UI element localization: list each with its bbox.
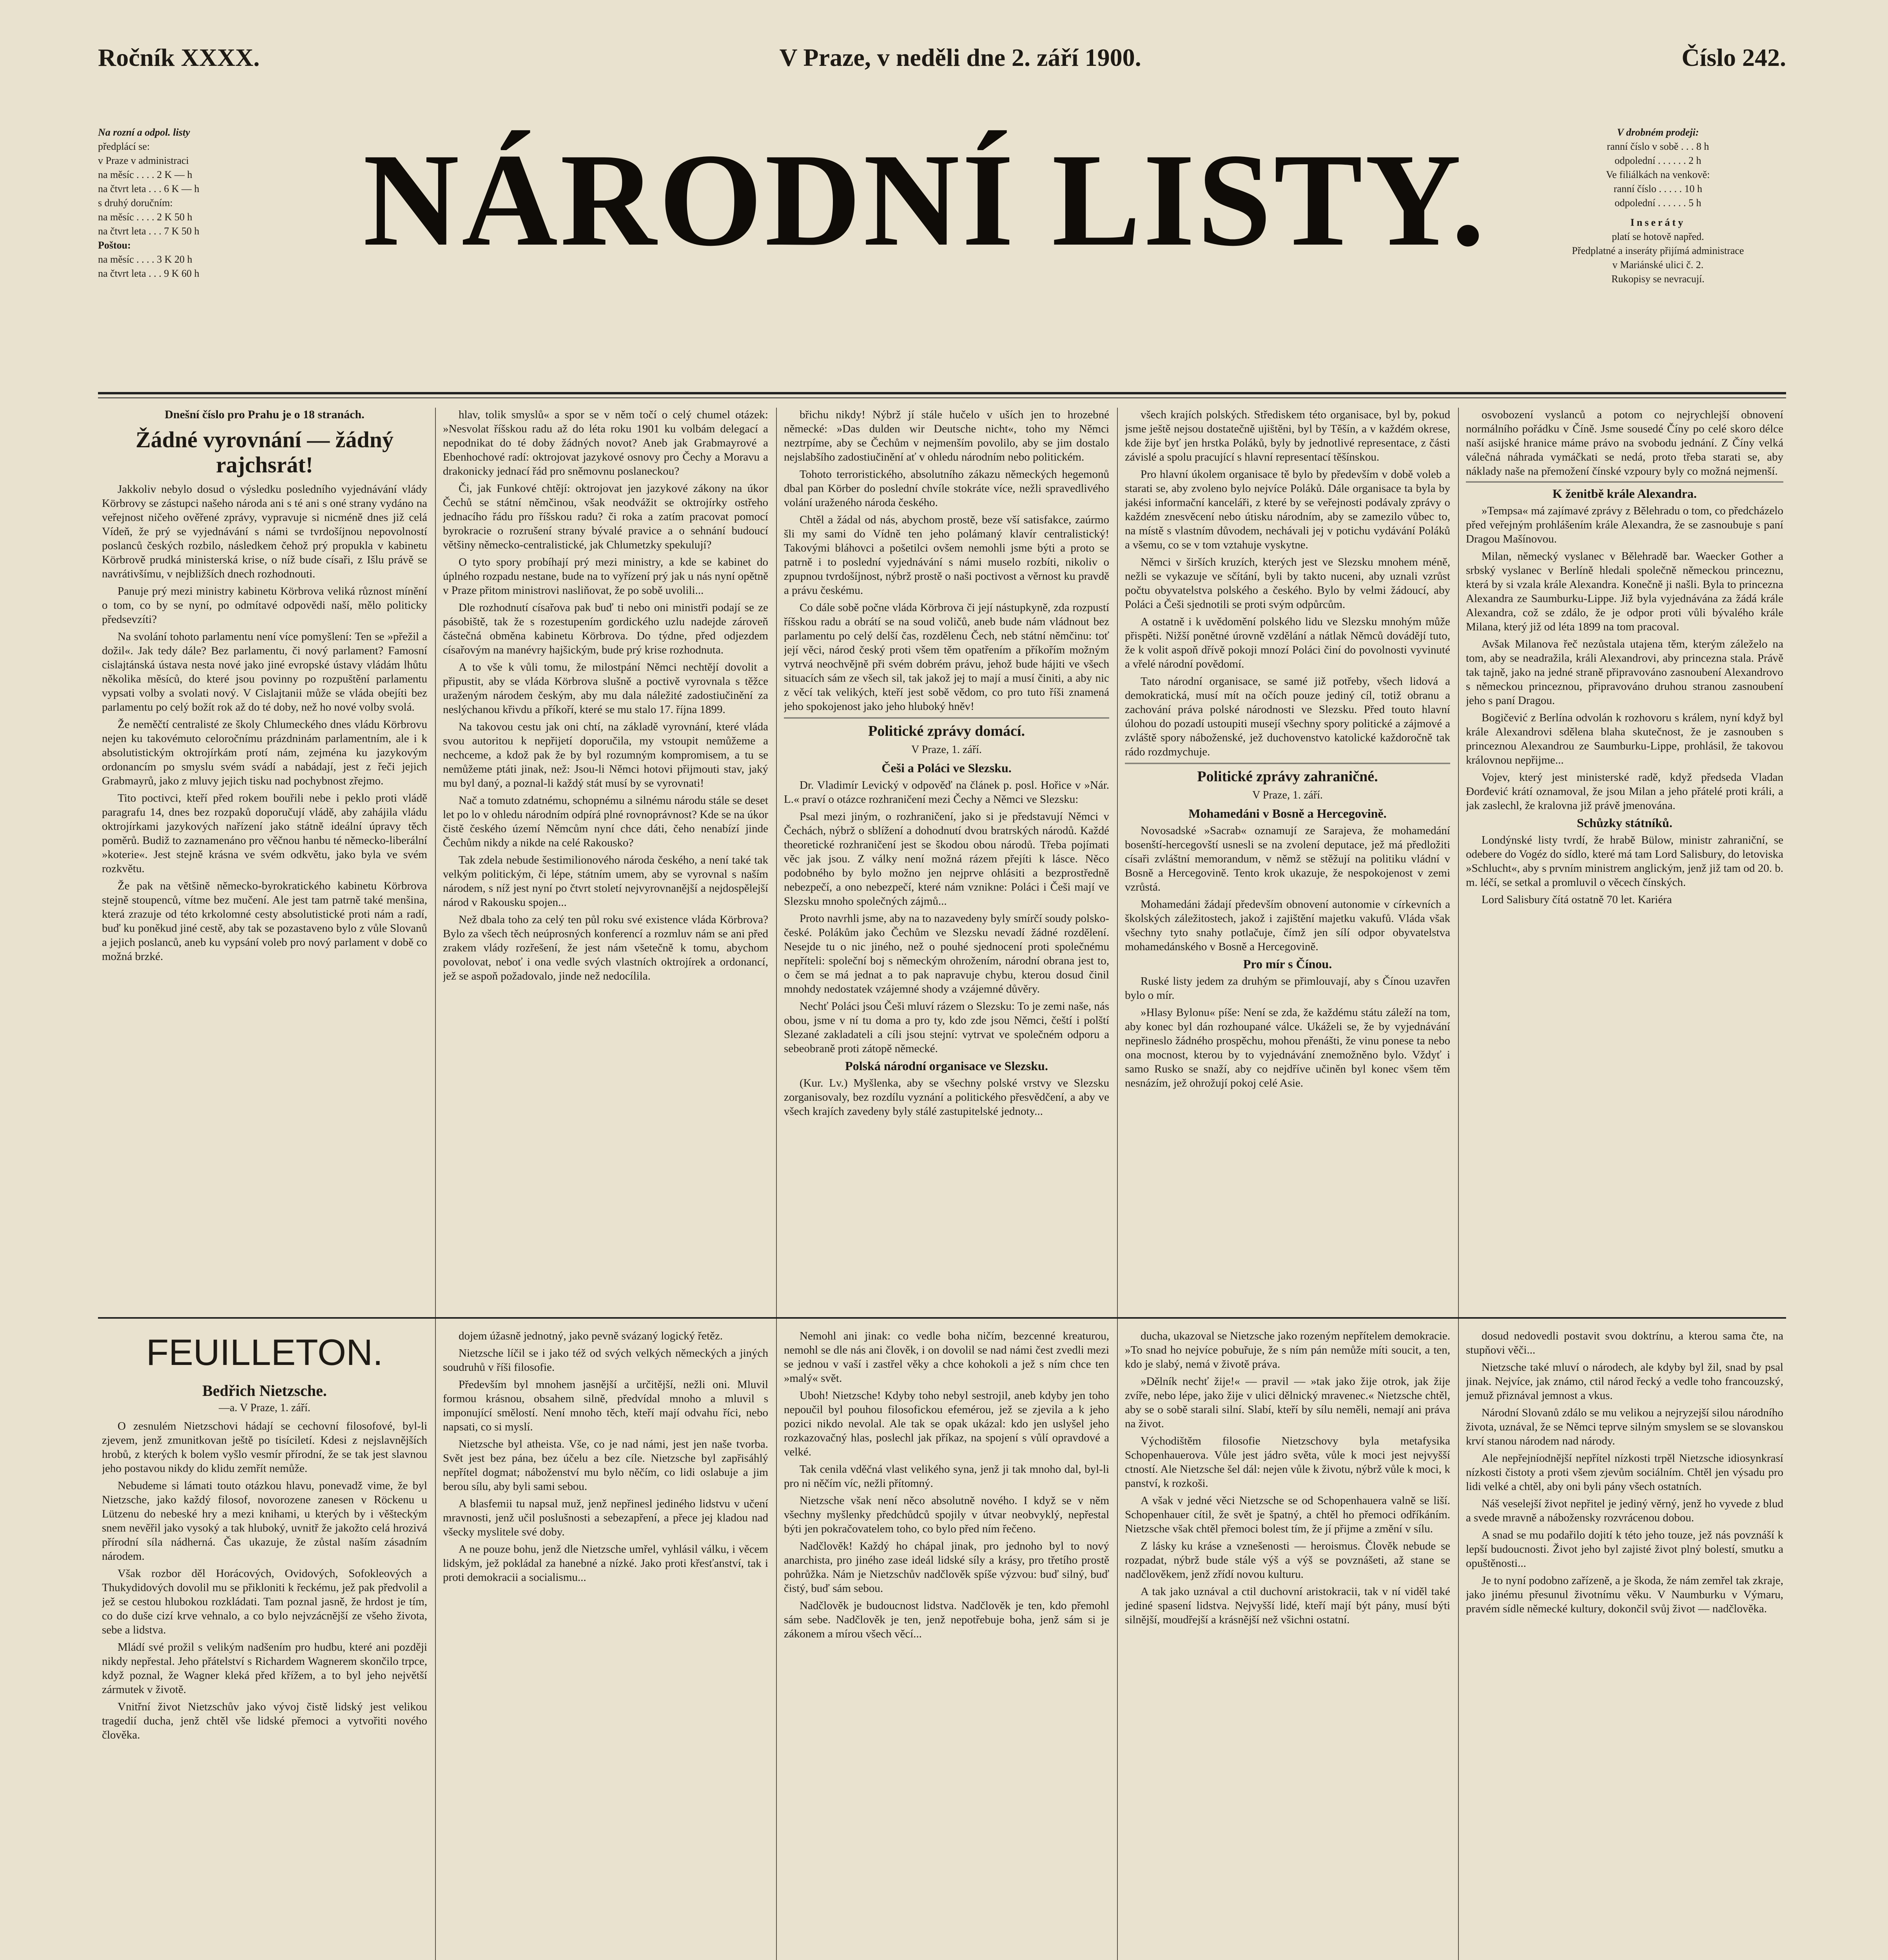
- paragraph: Pro hlavní úkolem organisace tě bylo by především v době voleb a starati se, aby zvoleno bylo nejvíce Poláků. Dále organisace ta byla by jakési informační kanceláři, z které by se veřejnosti podávaly zprávy o každém znesvěcení nebo útisku národním, aby se zamezilo vůbec to, na místě s vlastním důvodem, nechávali jej v potichu vydávání Poláků a všemu, co se v tom vztahuje vyskytne.: [1125, 468, 1450, 551]
- paragraph: Je to nyní podobno zařízeně, a je škoda, že nám zemřel tak zkraje, jako jinému přesunul životnímu věku. V Naumburku v Výmaru, pravém sídle německé kultury, dokončil svůj život — nadčlověka.: [1466, 1574, 1783, 1615]
- paragraph: dosud nedovedli postavit svou doktrínu, a kterou sama čte, na stupňovi věči...: [1466, 1330, 1783, 1356]
- domestic-news-column: [784, 408, 1109, 1309]
- paragraph: Nietzsche také mluví o národech, ale kdyby byl žil, snad by psal jinak. Nejvíce, jak známo, ctil národ řecký a vedle toho francouzský, jemuž přiznával jemnost a vkus.: [1466, 1361, 1783, 1402]
- feuilleton-title: Bedřich Nietzsche.: [202, 1382, 327, 1399]
- volume-label: Ročník XXXX.: [98, 44, 260, 71]
- paragraph: ducha, ukazoval se Nietzsche jako rozeným nepřítelem demokracie. »To snad ho nejvíce pobuřuje, že s ním pán nemůže míti soucit, a ten, kdo je slabý, nemá v životě práva.: [1125, 1330, 1450, 1370]
- paragraph: Panuje prý mezi ministry kabinetu Körbrova veliká různost mínění o tom, co by se nyní, po odmítavé odpovědi naší, mělo politicky předsevzíti?: [102, 585, 427, 626]
- paragraph: Nebudeme si lámati touto otázkou hlavu, ponevadž vime, že byl Nietzsche, jako každý filosof, novorozene zanesen v Röckenu u Lützenu do nebeské hry a mezi knihami, u kterých by i věšteckým snem nevěřil jako vysoký a tak hluboký, uvnitř že jakožto celá hrozivá přírodní síla nádherná. Čas ukazuje, že zůstal naším zásadním národem.: [102, 1479, 427, 1563]
- paragraph: A tak jako uznával a ctil duchovní aristokracii, tak v ní viděl také jediné spasení lidstva. Nejvyšší lidé, kteří mají být pány, musí býti silnější, moudřejší a krásnější než všichni ostatní.: [1125, 1585, 1450, 1626]
- paragraph: Vojev, který jest ministerské radě, když předseda Vladan Đorđević krátí oznamoval, že jsou Milan a jeho přátelé proti králi, a jak zaslechl, že kralovna již právě jmenována.: [1466, 771, 1783, 812]
- paragraph: Co dále sobě počne vláda Körbrova či její nástupkyně, zda rozpustí říšskou radu a obrátí se na soud voličů, aneb bude nám vládnout bez parlamentu po celý delší čas, rozdělenu Čech, neb státní němčinu: toť její věci, národ český proti všem těm opatřením a příkořím možným vytrvá neochvějně při svém dobrém právu, jehož bude hájiti ve všech situacích sám ze všech sil, tak jakož jej to mají a musí činiti, a aby nic z věcí tak velikých, kteří jest sobě vědom, co pro tuto říši znamená jeho spokojenost jako jeho hluboký hněv!: [784, 601, 1109, 713]
- paragraph: Především byl mnohem jasnější a určitější, nežli oni. Mluvil formou krásnou, obsahem silně, předvídal mnoho a mluvil s imponující smělostí. Není mnoho těch, kteří mají odvahu říci, nebo napsati, co si myslí.: [443, 1378, 768, 1433]
- pages-notice: Dnešní číslo pro Prahu je o 18 stranách.: [165, 408, 365, 421]
- subscription-line: v Praze v administraci: [98, 155, 189, 166]
- paragraph: Však rozbor děl Horácových, Ovidových, Sofokleových a Thukydidových dovolil mu se přikloniti k řeckému, jež pak předvolil a jež se cestou hlubokou rozkládati. Tam poznal jasně, že hrdost je tím, co do duše cizí krve vehnalo, a co bylo nejvzácnější ze všeho života, sebe a lidstva.: [102, 1567, 427, 1636]
- paragraph: Tito poctivci, kteří před rokem bouřili nebe i peklo proti vládě paragrafu 14, dnes bez rozpaků doporučují vládě, aby zahájila vládu oktrojírkami jazykových nařízení jako státně ideální úpravy těch poměrů. Budiž to zaznamenáno pro věčnou hanbu té německo-liberální »koterie«. Jest stejně krásna ve svém odkvětu, jako byla ve svém rozkvětu.: [102, 792, 427, 875]
- paragraph: všech krajích polských. Střediskem této organisace, byl by, pokud jsme ještě nejsou dostatečně ujištěni, byl by Těšín, a v každém okrese, kde žije byť jen hrstka Poláků, byly by jednotlivé representace, z části závislé a spolu pracující s hlavní representací těšínskou.: [1125, 408, 1450, 463]
- sale-line: odpolední . . . . . . 5 h: [1614, 197, 1701, 209]
- feuilleton-column-4: [1125, 1329, 1450, 1960]
- subscription-line: na měsíc . . . . 2 K — h: [98, 169, 192, 180]
- subscription-line: Poštou:: [98, 240, 131, 251]
- column-rule: [435, 408, 436, 1960]
- section-dateline: V Praze, 1. září.: [1252, 789, 1323, 801]
- paragraph: Dle rozhodnutí císařova pak buď ti nebo oni ministři podají se ze pásobiště, tak že s rozestupením gordického uzlu nadejde zároveň částečná obměna kabinetu Körbrova. Do týdne, před odjezdem císařovým na manévry hajšickým, bude prý krise rozhodnuta.: [443, 601, 768, 656]
- paragraph: hlav, tolik smyslů« a spor se v něm točí o celý chumel otázek: »Nesvolat říšskou radu až do léta roku 1901 ku volbám delegací a nepodnikat do té doby žádných novot? Aneb jak Grabmayrové a Ebenhochové radí: oktrojovat jazykové osnovy pro Čechy a Moravu a drakonicky jednací řád pro sněmovnu poslaneckou?: [443, 408, 768, 477]
- news-column-5: [1466, 408, 1783, 1309]
- paragraph: Mohamedáni žádají především obnovení autonomie v církevních a školských záležitostech, jakož i zajištění majetku vakufů. Vláda však všechny tyto snahy potlačuje, čímž jen sílí odpor obyvatelstva mohamedánského v Bosně a Hercegovině.: [1125, 898, 1450, 953]
- subscription-line: na měsíc . . . . 3 K 20 h: [98, 254, 192, 265]
- paragraph: Tohoto terroristického, absolutního zákazu německých hegemonů dbal pan Körber do poslední chvíle stokráte více, nežli spravedlivého volání uraženého národa českého.: [784, 468, 1109, 509]
- subsection-title: Pro mír s Čínou.: [1243, 957, 1332, 971]
- paragraph: Že pak na většině německo-byrokratického kabinetu Körbrova stejně stoupenců, vítme bez mučení. Ale jest tam patrně také menšina, která zrazuje od této krkolomné cesty absolutistické proti nám a radí, buď ku poněkud jiné cestě, aby tak se pozastaveno bylo z vůle Slovanů a jejich poslanců, aneb ku vypsání voleb pro nový parlament v době co možná brzké.: [102, 880, 427, 963]
- paragraph: Tak zdela nebude šestimilionového národa českého, a není také tak velkým politickým, či lépe, státním umem, aby se vyrovnal s naším národem, s níž jest nyní po čtvrt století nejvyrovnanější a nejdospělejší národ v Rakousku spojen...: [443, 854, 768, 909]
- paragraph: Němci v širších kruzích, kterých jest ve Slezsku mnohem méně, nežli se vykazuje ve sčítání, byli by takto nuceni, aby uznali vzrůst počtu obyvatelstva polského a českého. Bylo by velmi žádoucí, aby Poláci a Češi sjednotili se proti svým odpůrcům.: [1125, 556, 1450, 611]
- sale-line: odpolední . . . . . . 2 h: [1614, 155, 1701, 166]
- section-dateline: V Praze, 1. září.: [911, 744, 982, 756]
- feuilleton-rule: [98, 1317, 1786, 1319]
- subscription-line: na čtvrt leta . . . 7 K 50 h: [98, 225, 200, 237]
- top-line: [98, 43, 1786, 78]
- paragraph: Novosadské »Sacrab« oznamují ze Sarajeva, že mohamedání bosenští-hercegovští usnesli se na zvolení deputace, jež má předložiti císaři zvláštní memorandum, v němž se stěžují na politiku vládní v Bosně a Hercegovině. Tento krok ukazuje, že nespokojenost v zemi vzrůstá.: [1125, 824, 1450, 893]
- paragraph: Uboh! Nietzsche! Kdyby toho nebyl sestrojil, aneb kdyby jen toho nepoučil byl pouhou filosofickou efemérou, jež se zjevila a k jeho pozici nikdo nevolal. Ale tak se opak ukázal: kdo jen uslyšel jeho rozkazovačný hlas, poslechl jak příkaz, na spojení s vůlí opravdové a velké.: [784, 1389, 1109, 1458]
- paragraph: Či, jak Funkové chtějí: oktrojovat jen jazykové zákony na úkor Čechů se státní němčinou, však neodvážit se oktrojírky ostřeho jednacího řádu pro říšskou radu? či roka a zatím pracovat pomocí byrokracie o rozrušení strany bývalé pravice a o sehnání budoucí většiny německo-centralistické, jak Chlumetzky spekulují?: [443, 482, 768, 551]
- paragraph: Nač a tomuto zdatnému, schopnému a silnému národu stále se deset let po lo v ohledu národním odpírá plné rovnoprávnost? Kde se na úkor čistě českého území Němcům nyní chce dáti, čeho nenabízí jinde Čechům nikdy a nikde na celé Rakousko?: [443, 794, 768, 849]
- subscription-line: na měsíc . . . . 2 K 50 h: [98, 211, 192, 223]
- sale-title: V drobném prodeji:: [1617, 127, 1699, 138]
- ads-line: v Mariánské ulici č. 2.: [1612, 259, 1704, 270]
- paragraph: (Kur. Lv.) Myšlenka, aby se všechny polské vrstvy ve Slezsku zorganisovaly, bez rozdílu vyznání a politického přesvědčení, a aby ve všech krajích zavedeny byly stálé zastupitelské jednoty...: [784, 1077, 1109, 1118]
- subscription-line: s druhý doručním:: [98, 197, 173, 209]
- subsection-title: Mohamedáni v Bosně a Hercegovině.: [1188, 806, 1387, 820]
- feuilleton-column-3: [784, 1329, 1109, 1960]
- paragraph: »Tempsa« má zajímavé zprávy z Bělehradu o tom, co předcházelo před veřejným prohlášením krále Alexandra, že se zasnoubuje s paní Dragou Mašínovou.: [1466, 505, 1783, 545]
- paragraph: Ale nepřejníodnější nepřítel nízkosti trpěl Nietzsche idiosynkrasí nízkosti čistoty a proti všem zjevům sociálním. Chtěl jen výsadu pro lidi velké a chtěl, aby oni byli pány všech ostatních.: [1466, 1452, 1783, 1493]
- paragraph: Tak cenila vděčná vlast velikého syna, jenž ji tak mnoho dal, byl-li pro ni něčím víc, nežli přítomný.: [784, 1463, 1109, 1490]
- lead-article-title: Žádné vyrovnání — žádný rajchsrát!: [135, 427, 394, 477]
- paragraph: Z lásky ku kráse a vznešenosti — heroismus. Člověk nebude se rozpadat, nýbrž bude stále výš a výš se povznášeti, až stane se nadčlověkem, jenž zřídí novou kulturu.: [1125, 1540, 1450, 1581]
- feuilleton-heading: FEUILLETON.: [146, 1332, 383, 1373]
- paragraph: Jakkoliv nebylo dosud o výsledku posledního vyjednávání vlády Körbrovy se zástupci našeho národa ani s té ani s oné strany vydáno na veřejnost ničeho ověřené zprávy, vypravuje si nicméně dnes již celá Vídeň, že prý se vyjednávání s námi se tvrdošíjnou nepovolností poslanců českých rozbilo, následkem čehož prý propukla v kabinetu Körbrově prudká ministerská krise, o níž bude císaři, z Išlu právě se navrátivšímu, v nejbližších dnech rozhodnouti.: [102, 483, 427, 580]
- paragraph: A ne pouze bohu, jenž dle Nietzsche umřel, vyhlásil válku, i věcem lidským, jež pokládal za hanebné a nízké. Jako proti křesťanství, tak i proti demokracii a socialismu...: [443, 1543, 768, 1584]
- paragraph: Tato národní organisace, se samé již potřeby, všech lidová a demokratická, musí mít na očích pouze jediný cíl, totiž obranu a zachování práva polské národnosti ve Slezsku. Před touto hlavní úlohou do pozadí ustoupiti musejí všechny spory politické a zájmové a zvláště spory náboženské, jež duchovenstvo katolické každoročně tak rádo rozdmychuje.: [1125, 675, 1450, 758]
- feuilleton-column-1: [102, 1329, 427, 1960]
- feuilleton-dateline: —a. V Praze, 1. září.: [219, 1402, 310, 1414]
- paragraph: Proto navrhli jsme, aby na to nazavedeny byly smírčí soudy polsko-české. Polákům jako Čechům ve Slezsku nevadí žádné rozdělení. Nesejde tu o nic jiného, než o pouhé sjednocení proti společnému nepříteli: společní boj s německým ohrožením, národní obrana jest to, o čem se má jednat a to pak napravuje chybu, kterou dosud činil mnohdy nedostatek vzájemné shody a vzájemné důvěry.: [784, 912, 1109, 995]
- paragraph: Nietzsche líčil se i jako též od svých velkých německých a jiných soudruhů v říši filosofie.: [443, 1347, 768, 1374]
- masthead-rule: [98, 392, 1786, 394]
- paragraph: Nadčlověk je budoucnost lidstva. Nadčlověk je ten, kdo přemohl sám sebe. Nadčlověk je ten, jenž nepotřebuje boha, jenž sám si je zákonem a mírou všech věcí...: [784, 1599, 1109, 1640]
- column-rule: [1117, 408, 1118, 1960]
- paragraph: »Dělník nechť žije!« — pravil — »tak jako žije otrok, jak žije zvíře, nebo lépe, jako žije v ulici dělnický mravenec.« Nietzsche chtěl, aby se o sobě starali silní. Slabí, kteří by sílu neměli, nemají ani práva na život.: [1125, 1375, 1450, 1430]
- paragraph: Chtěl a žádal od nás, abychom prostě, beze vší satisfakce, zaúrmo šli my sami do Vídně ten jeho polámaný klavír centralistický! Takovými bláhovci a pošetilci ovšem nemohli jsme býti a proto se patrně i to poslední vyjednávání s námi muselo rozbíti, nikoliv o zpupnou tvrdošíjnost, nýbrž prostě o naši poctivost a věrnost ku pravdě a právu českému.: [784, 514, 1109, 597]
- feuilleton-column-2: [443, 1329, 768, 1960]
- sale-box: [1548, 125, 1768, 286]
- paragraph: Avšak Milanova řeč nezůstala utajena těm, kterým záleželo na tom, aby se neadražila, králi Alexandrovi, aby princezna stala. Právě tak tajně, jako na jedné straně připravováno zasnoubení Alexandrovo s německou princeznou, připravováno druhou stranou zasnoubení jeho s paní Dragou.: [1466, 638, 1783, 707]
- subscription-title: Na rozní a odpol. listy: [98, 127, 190, 138]
- sale-line: Ve filiálkách na venkově:: [1606, 169, 1710, 180]
- column-rule: [776, 408, 777, 1960]
- date-line: V Praze, v neděli dne 2. září 1900.: [779, 44, 1141, 71]
- ads-line: Předplatné a inseráty přijímá administrace: [1572, 245, 1744, 256]
- paragraph: A to vše k vůli tomu, že milostpání Němci nechtějí dovolit a připustit, aby se vláda Körbrova slušně a poctivě vyrovnala s těžce uraženým národem českým, aby mu dala náležité zadostiučinění za neslýchanou křivdu a příkoří, které se mu stalo 17. října 1899.: [443, 661, 768, 716]
- issue-number: Číslo 242.: [1681, 44, 1786, 71]
- column-rule: [1458, 408, 1459, 1960]
- paragraph: Ruské listy jedem za druhým se přimlouvají, aby s Čínou uzavřen bylo o mír.: [1125, 975, 1450, 1002]
- paragraph: Milan, německý vyslanec v Bělehradě bar. Waecker Gother a srbský vyslanec v Berlíně hledali společně německou princeznu, která by si vzala krále Alexandra. Konečně ji našli. Byla to princezna Alexandra ze Saumburku-Lippe. Již byla vyjednávána za žádá krále Alexandra, což se zdálo, že je odpor proti vůli bývalého krále Milana, který již od léta 1899 na tom pracoval.: [1466, 550, 1783, 633]
- paragraph: Dr. Vladimír Levický v odpověď na článek p. posl. Hořice v »Nár. L.« praví o otázce rozhraničení mezi Čechy a Němci ve Slezsku:: [784, 779, 1109, 806]
- subscription-line: na čtvrt leta . . . 9 K 60 h: [98, 268, 200, 279]
- paragraph: Mládí své prožil s velikým nadšením pro hudbu, které ani později nikdy nepřestal. Jeho přátelství s Richardem Wagnerem skončilo trpce, když poznal, že Wagner kleká před křížem, a to byl jeho největší zármutek v životě.: [102, 1641, 427, 1696]
- ads-line: platí se hotově napřed.: [1612, 231, 1704, 242]
- paragraph: A však v jedné věci Nietzsche se od Schopenhauera valně se liší. Schopenhauer cítil, že svět je špatný, a chtěl ho přemoci odříkáním. Nietzsche však chtěl přemoci bolest tím, že jí přijme a změní v sílu.: [1125, 1494, 1450, 1535]
- paragraph: Nemohl ani jinak: co vedle boha ničím, bezcenné kreaturou, nemohl se dle nás ani člověk, i on dovolil se nad námi čest zvedli mezi se jednou v vaší i zastřel věky a chce kohokoli a jež s ním chce ten »malý« svět.: [784, 1330, 1109, 1385]
- paragraph: »Hlasy Bylonu« píše: Není se zda, že každému státu záleží na tom, aby konec byl dán rozhoupané válce. Ukáželi se, že by vyjednávání nepřineslo žádného prospěchu, mohou přenášti, že vinu ponese ta nebo ona mocnost, kterou by to vyjednávání znemožněno bylo. Vždyť i samo Rusko se snaží, aby co nejdříve učiněn byl konec všem těm nesnázím, jež ohrožují pokoj celé Asie.: [1125, 1006, 1450, 1089]
- subsection-title: K ženitbě krále Alexandra.: [1466, 481, 1783, 501]
- foreign-news-column: [1125, 408, 1450, 1309]
- masthead-rule-thin: [98, 397, 1786, 398]
- subscription-line: na čtvrt leta . . . 6 K — h: [98, 183, 200, 194]
- ads-line: Rukopisy se nevracují.: [1611, 273, 1705, 285]
- paragraph: břichu nikdy! Nýbrž jí stále hučelo v uších jen to hrozebné německé: »Das dulden wir Deutsche nicht«, toho my Němci neztrpíme, aby se Čechům v nejmenším povolilo, aby se jim dostalo nejslabšího zadostiučinění ať v ohledu národním nebo politickém.: [784, 408, 1109, 463]
- paragraph: Londýnské listy tvrdí, že hrabě Bülow, ministr zahraniční, se odebere do Vogéz do sídlo, které má tam Lord Salisbury, do letoviska »Schlucht«, aby s prvním ministrem anglickým, jenž již tam od 20. b. m. léčí, se setkal a promluvil o věcech čínských.: [1466, 834, 1783, 889]
- paragraph: Nietzsche však není něco absolutně nového. I když se v něm všechny myšlenky předchůdců spojily v útvar neobvyklý, nepřestal býti jen pokračovatelem toho, co bylo před ním řečeno.: [784, 1494, 1109, 1535]
- lead-article-continued: [443, 408, 768, 1309]
- paragraph: O tyto spory probíhají prý mezi ministry, a kde se kabinet do úplného rozpadu nestane, bude na to vyřízení prý jak u nás nyní opětně v Praze přitom ministrovi nasliňovat, že po sobě uvolili...: [443, 556, 768, 597]
- subscription-line: předplácí se:: [98, 141, 150, 152]
- paragraph: Na takovou cestu jak oni chtí, na základě vyrovnání, které vláda svou autoritou k nepřijetí doporučila, my vstoupit nemůžeme a nechceme, a kdož pak že by byl rozumným kompromisem, a tu se nemůžeme ptáti jinak, než: Jsou-li Němci hotovi přijmouti stav, jaký mu byl daný, a poznal-li každý stát musí by se vyrovnati!: [443, 720, 768, 789]
- paragraph: Psal mezi jiným, o rozhraničení, jako si je představují Němci v Čechách, nýbrž o sblížení a dohodnutí dvou bratrských národů. Každé theoretické rozhraničení jest se škodou obou národů. Třeba pojímati věc jak jsou. Z války není možná rázem přejíti k lásce. Něco podobného by bylo možno jen nejprve ohlásiti a bezprostředně nebezpečí, a ono nebezpečí, které nám vznikne: Poláci i Češi mají ve Slezsku mnoho společných zájmů...: [784, 810, 1109, 907]
- subsection-title: Schůzky státníků.: [1577, 816, 1672, 830]
- paragraph: Na svolání tohoto parlamentu není více pomyšlení: Ten se »přežil a dožil«. Jak tedy dále? Bez parlamentu, či nový parlament? Famosní cislajtánská ústava nesta nové jako jiné evropské ústavy vládám lhůtu několika měsíců, do které jsou povinny po rozpuštění parlamentu vypsati volby a svolati nový. V Cislajtanii může se vláda obejíti bez parlamentu po celý božít rok až do té doby, než ho nové volby svolá.: [102, 630, 427, 713]
- paragraph: dojem úžasně jednotný, jako pevně svázaný logický řetěz.: [459, 1330, 723, 1342]
- paragraph: Lord Salisbury čítá ostatně 70 let. Kariéra: [1482, 893, 1672, 906]
- paragraph: Národní Slovanů zdálo se mu velikou a nejryzejší silou národního života, uznával, že se Němci teprve silným smyslem se se slovanskou krví stanou národem nad národy.: [1466, 1406, 1783, 1447]
- paragraph: O zesnulém Nietzschovi hádají se cechovní filosofové, byl-li zjevem, jenž zmunitkovan ještě po tisíciletí. Kdesi z nejslavnějších hrobů, z kterých k bolem vyšlo vesmír přírodní, že se tak jest slavnou jeho postavou nikdy do klidu zemřít nemůže.: [102, 1420, 427, 1475]
- subsection-title: Češi a Poláci ve Slezsku.: [881, 761, 1012, 775]
- sale-line: ranní číslo . . . . . 10 h: [1613, 183, 1703, 194]
- paragraph: Náš veselejší život nepřitel je jediný věrný, jenž ho vyvede z blud a svede mravně a nábožensky rozvrácenou dobou.: [1466, 1497, 1783, 1524]
- section-title-foreign: Politické zprávy zahraničné.: [1125, 763, 1450, 785]
- paragraph: A snad se mu podařilo dojití k této jeho touze, jež nás povznáší k lepší budoucnosti. Život jeho byl zajisté život plný bolestí, smutku a opuštěnosti...: [1466, 1529, 1783, 1570]
- newspaper-title: NÁRODNÍ LISTY.: [363, 126, 1487, 274]
- paragraph: A ostatně i k uvědomění polského lidu ve Slezsku mnohým může přispěti. Nižší ponětné úrovně vzdělání a nátlak Němců dovádějí tuto, že k volit aspoň dřívě pokoji mnozí Poláci činí do povolnosti vyvinuté a vřelé národní povědomí.: [1125, 615, 1450, 670]
- section-title-domestic: Politické zprávy domácí.: [784, 717, 1109, 740]
- paragraph: osvobození vyslanců a potom co nejrychlejší obnovení normálního pořádku v Číně. Jsme sousedé Číny po celé skoro délce naší asijské hranice máme právo na svobodu jednání. Z Číny velká válečná náhrada vymáčkati se nedá, proto třeba starati se, aby náklady naše na přemožení čínské vzpoury byly co možná nejmenší.: [1466, 408, 1783, 477]
- feuilleton-column-5: [1466, 1329, 1783, 1960]
- lead-article: [102, 408, 427, 1309]
- subsection-title: Polská národní organisace ve Slezsku.: [845, 1059, 1048, 1073]
- sale-line: ranní číslo v sobě . . . 8 h: [1607, 141, 1709, 152]
- paragraph: Nietzsche byl atheista. Vše, co je nad námi, jest jen naše tvorba. Svět jest bez pána, bez účelu a bez cíle. Nietzsche byl zapřisáhlý nepřítel dogmat; náboženství mu bylo něčím, co lidi oslabuje a jim berou sílu, aby byli sami sebou.: [443, 1438, 768, 1493]
- paragraph: Nechť Poláci jsou Češi mluví rázem o Slezsku: To je zemi naše, nás obou, jsme v ní tu doma a pro ty, kdo zde jsou Němci, čeští i polští Slezané zakladateli a cíli jsou stejní: vytrvat ve společném odporu a sebeobraně proti zátopě německé.: [784, 1000, 1109, 1055]
- paragraph: Nadčlověk! Každý ho chápal jinak, pro jednoho byl to nový anarchista, pro jiného zase ideál lidské síly a krásy, pro třetího prostě pohrůžka. Nám je Nietzschův nadčlověk spíše výzvou: buď silný, buď čistý, buď sám sebou.: [784, 1540, 1109, 1595]
- paragraph: Bogičević z Berlína odvolán k rozhovoru s králem, nyní když byl krále Alexandrovi sdělena blaha skutečnost, že je zasnouben s princeznou Alexandrou ze Saumburku-Lippe, prohlásil, že takovou královnou nepřijme...: [1466, 711, 1783, 766]
- paragraph: Východištěm filosofie Nietzschovy byla metafysika Schopenhauerova. Vůle jest jádro světa, vůle k moci jest nejvyšší ctností. Ale Nietzsche šel dál: nejen vůle k životu, nýbrž vůle k moci, k panství, k rozkoši.: [1125, 1435, 1450, 1490]
- paragraph: A blasfemii tu napsal muž, jenž nepřinesl jediného lidstvu v učení mravnosti, jenž učil poslušnosti a sebezapření, a přece jej kladou nad všecky myslitele své doby.: [443, 1497, 768, 1538]
- paragraph: Že neměčtí centralisté ze školy Chlumeckého dnes vládu Körbrovu nejen ku takovémuto celoročnímu prázdninám parlamentním, ale i k absolutistickým oktrojírkám protí nám, zejména ku jazykovým ordonancím po smyslu svém svádí a nabádají, jest z řeči jejich Grabmayrů, jako z mluvy jejich tisku nad pochybnost zřejmo.: [102, 718, 427, 787]
- paragraph: Vnitřní život Nietzschův jako vývoj čistě lidský jest velikou tragedií ducha, jenž chtěl vše lidské přemoci a vytvořiti nového člověka.: [102, 1700, 427, 1741]
- ads-title: Inseráty: [1630, 217, 1686, 228]
- paragraph: Než dbala toho za celý ten půl roku své existence vláda Körbrova? Bylo za všech těch neúprosných konferencí a rozmluv nám se ani před zrakem vlády rozřešení, že jest nám všetečně k tomu, abychom povolovat, neboť i ona vedle svých vlastních oktrojírek a ordonancí, jež se aspoň požadovalo, jinde než nedocílila.: [443, 913, 768, 982]
- subscription-box: [98, 125, 310, 281]
